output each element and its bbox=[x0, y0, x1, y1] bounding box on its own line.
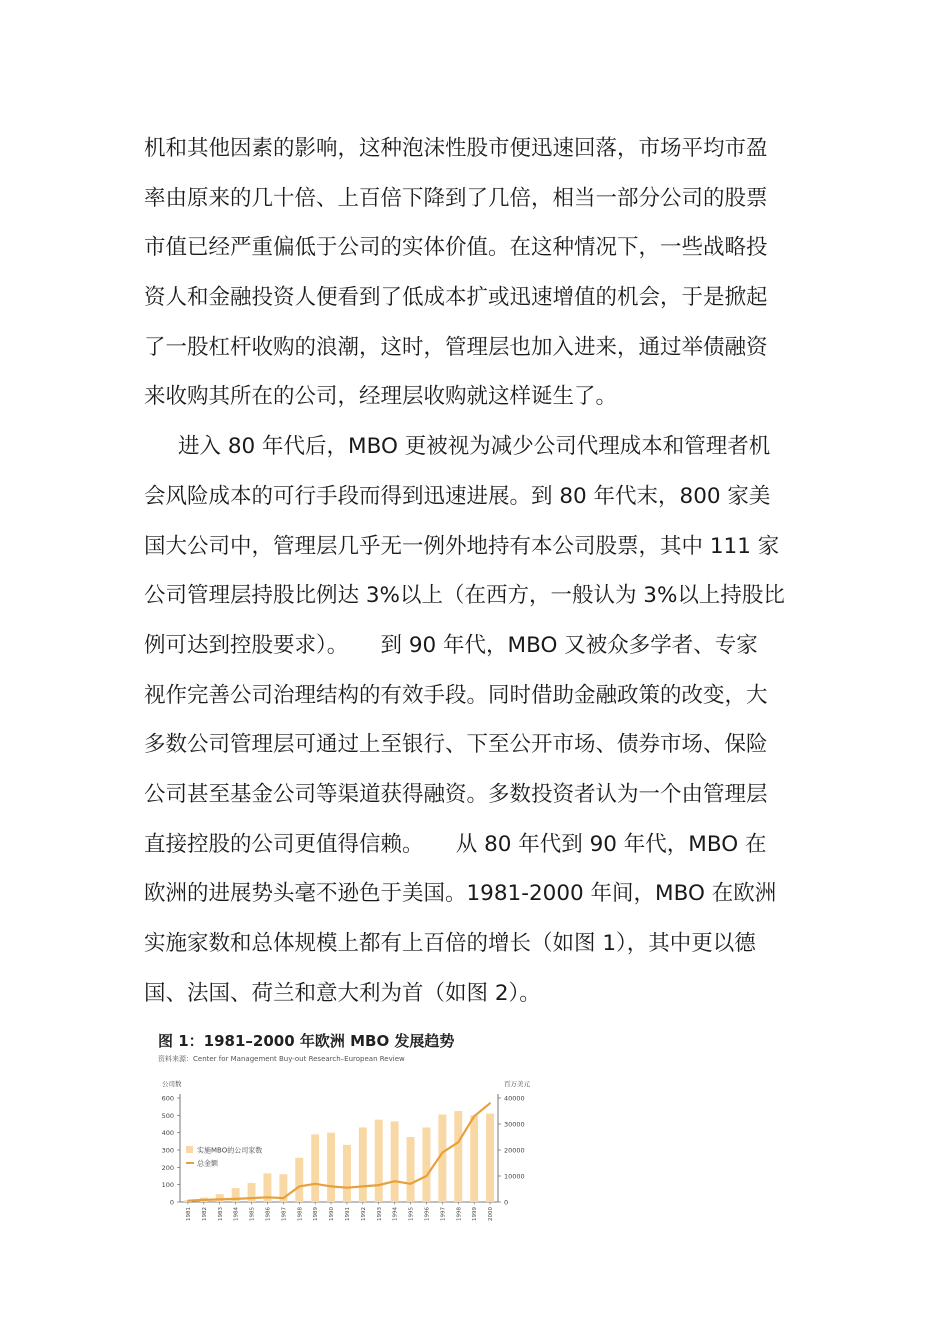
x-tick-label: 2000 bbox=[488, 1207, 495, 1221]
text-line: 市值已经严重偏低于公司的实体价值。在这种情况下，一些战略投 bbox=[144, 235, 768, 261]
line-point-1998 bbox=[457, 1141, 459, 1143]
bar-1991 bbox=[343, 1145, 351, 1202]
line-point-1999 bbox=[473, 1115, 475, 1117]
line-point-1981 bbox=[187, 1200, 189, 1202]
text-line: 率由原来的几十倍、上百倍下降到了几倍，相当一部分公司的股票 bbox=[144, 185, 768, 211]
line-point-1996 bbox=[426, 1175, 428, 1177]
text-line: 国、法国、荷兰和意大利为首（如图 2）。 bbox=[144, 980, 541, 1006]
left-tick-label: 0 bbox=[169, 1198, 174, 1207]
right-tick-label: 10000 bbox=[504, 1172, 525, 1181]
bar-1994 bbox=[391, 1121, 399, 1202]
text-line: 会风险成本的可行手段而得到迅速进展。到 80 年代末，800 家美 bbox=[144, 483, 771, 509]
line-point-1986 bbox=[267, 1196, 269, 1198]
x-tick-label: 1988 bbox=[297, 1207, 304, 1221]
text-line: 多数公司管理层可通过上至银行、下至公开市场、债券市场、保险 bbox=[144, 732, 768, 758]
x-tick-label: 1998 bbox=[456, 1207, 463, 1221]
text-line: 国大公司中，管理层几乎无一例外地持有本公司股票，其中 111 家 bbox=[144, 533, 780, 559]
text-line: 欧洲的进展势头毫不逊色于美国。1981-2000 年间，MBO 在欧洲 bbox=[144, 881, 777, 907]
x-tick-label: 1984 bbox=[233, 1207, 240, 1221]
x-tick-label: 1995 bbox=[408, 1207, 415, 1221]
bar-1992 bbox=[359, 1127, 367, 1202]
x-tick-label: 1991 bbox=[344, 1207, 351, 1221]
line-point-1985 bbox=[251, 1197, 253, 1199]
right-tick-label: 40000 bbox=[504, 1094, 525, 1103]
right-axis-label: 百万美元 bbox=[504, 1080, 530, 1088]
line-point-1992 bbox=[362, 1186, 364, 1188]
line-point-1983 bbox=[219, 1199, 221, 1201]
x-tick-label: 1983 bbox=[217, 1207, 224, 1221]
x-tick-label: 1990 bbox=[329, 1207, 336, 1221]
mbo-trend-chart bbox=[152, 1030, 542, 1230]
figure-1 bbox=[152, 1030, 542, 1230]
line-point-1990 bbox=[330, 1186, 332, 1188]
bar-1993 bbox=[375, 1120, 383, 1202]
text-line: 例可达到控股要求）。 到 90 年代，MBO 又被众多学者、专家 bbox=[144, 632, 758, 658]
x-tick-label: 1993 bbox=[376, 1207, 383, 1221]
text-line: 进入 80 年代后，MBO 更被视为减少公司代理成本和管理者机 bbox=[178, 434, 771, 460]
x-tick-label: 1982 bbox=[201, 1207, 208, 1221]
left-tick-label: 100 bbox=[161, 1181, 174, 1190]
text-line: 公司管理层持股比例达 3%以上（在西方，一般认为 3%以上持股比 bbox=[144, 583, 785, 609]
bar-1999 bbox=[470, 1115, 478, 1202]
x-tick-label: 1996 bbox=[424, 1207, 431, 1221]
bar-1983 bbox=[216, 1194, 224, 1202]
line-point-1995 bbox=[410, 1183, 412, 1185]
legend-bar-swatch bbox=[186, 1146, 193, 1153]
x-tick-label: 1987 bbox=[281, 1207, 288, 1221]
line-point-2000 bbox=[489, 1102, 491, 1104]
x-tick-label: 1989 bbox=[313, 1207, 320, 1221]
text-line: 来收购其所在的公司，经理层收购就这样诞生了。 bbox=[144, 384, 618, 410]
body-text bbox=[144, 124, 808, 1018]
text-line: 实施家数和总体规模上都有上百倍的增长（如图 1），其中更以德 bbox=[144, 931, 756, 956]
left-tick-label: 300 bbox=[161, 1146, 174, 1155]
line-point-1987 bbox=[282, 1197, 284, 1199]
right-tick-label: 20000 bbox=[504, 1146, 525, 1155]
figure-source: 资料来源：Center for Management Buy-out Research–European Review bbox=[158, 1055, 405, 1063]
bar-1990 bbox=[327, 1133, 335, 1202]
bar-1995 bbox=[407, 1137, 415, 1202]
text-line: 资人和金融投资人便看到了低成本扩或迅速增值的机会，于是掀起 bbox=[144, 285, 768, 311]
line-point-1984 bbox=[235, 1198, 237, 1200]
x-tick-label: 1999 bbox=[472, 1207, 479, 1221]
bar-1989 bbox=[311, 1134, 319, 1202]
line-point-1988 bbox=[298, 1186, 300, 1188]
x-tick-label: 1985 bbox=[249, 1207, 256, 1221]
bar-1998 bbox=[454, 1111, 462, 1202]
left-axis-label: 公司数 bbox=[162, 1080, 182, 1088]
left-tick-label: 600 bbox=[161, 1094, 174, 1103]
line-point-1982 bbox=[203, 1199, 205, 1201]
text-line: 直接控股的公司更值得信赖。 从 80 年代到 90 年代，MBO 在 bbox=[144, 831, 767, 857]
left-tick-label: 500 bbox=[161, 1111, 174, 1120]
legend-line-label: 总金额 bbox=[197, 1159, 218, 1168]
x-tick-label: 1992 bbox=[360, 1207, 367, 1221]
left-tick-label: 200 bbox=[161, 1163, 174, 1172]
right-tick-label: 0 bbox=[504, 1198, 509, 1207]
text-line: 机和其他因素的影响，这种泡沫性股市便迅速回落，市场平均市盈 bbox=[144, 136, 768, 161]
line-point-1994 bbox=[394, 1180, 396, 1182]
x-tick-label: 1994 bbox=[392, 1207, 399, 1221]
x-tick-label: 1986 bbox=[265, 1207, 272, 1221]
bar-1988 bbox=[295, 1158, 303, 1202]
text-line: 公司甚至基金公司等渠道获得融资。多数投资者认为一个由管理层 bbox=[144, 781, 768, 807]
bar-2000 bbox=[486, 1114, 494, 1202]
text-line: 了一股杠杆收购的浪潮，这时，管理层也加入进来，通过举债融资 bbox=[144, 334, 768, 360]
x-tick-label: 1981 bbox=[185, 1207, 192, 1221]
line-point-1997 bbox=[441, 1152, 443, 1154]
line-point-1991 bbox=[346, 1187, 348, 1189]
legend-bar-label: 实施MBO的公司家数 bbox=[197, 1146, 263, 1155]
line-point-1989 bbox=[314, 1183, 316, 1185]
figure-title: 图 1：1981–2000 年欧洲 MBO 发展趋势 bbox=[158, 1032, 455, 1050]
right-tick-label: 30000 bbox=[504, 1120, 525, 1129]
x-tick-label: 1997 bbox=[440, 1207, 447, 1221]
left-tick-label: 400 bbox=[161, 1129, 174, 1138]
text-line: 视作完善公司治理结构的有效手段。同时借助金融政策的改变，大 bbox=[144, 682, 768, 708]
line-point-1993 bbox=[378, 1184, 380, 1186]
bar-1996 bbox=[422, 1127, 430, 1202]
